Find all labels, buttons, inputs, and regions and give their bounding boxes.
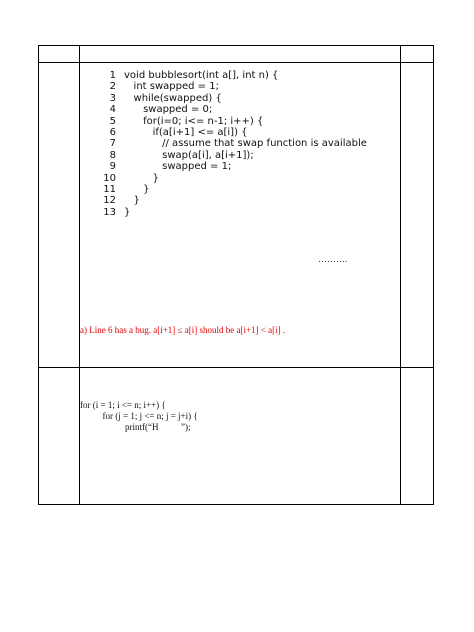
header-row-divider [39, 62, 433, 63]
line-number: 10 [103, 172, 116, 184]
code-line [98, 138, 367, 149]
loop-line: for (j = 1; j <= n; j = j+i) { [80, 411, 198, 421]
code-text: } [124, 206, 131, 218]
line-number: 4 [109, 104, 116, 116]
code-text: while(swapped) { [124, 92, 222, 104]
row-divider [39, 367, 433, 368]
line-number: 7 [109, 138, 116, 150]
bubblesort-code [98, 70, 367, 218]
line-number: 12 [103, 195, 116, 207]
line-number: 13 [103, 206, 116, 218]
code-text: void bubblesort(int a[], int n) { [124, 70, 279, 81]
line-number: 9 [109, 161, 116, 173]
code-line [98, 70, 367, 81]
answer-text: a) Line 6 has a bug. a[i+1] ≤ a[i] should be a[i+1] < a[i] . [80, 325, 286, 335]
code-line [98, 207, 367, 218]
code-text: // assume that swap function is available [124, 138, 367, 150]
loop-line: for (i = 1; i <= n; i++) { [80, 400, 166, 410]
line-number: 2 [109, 81, 116, 93]
code-line [98, 116, 367, 127]
code-text: } [124, 195, 140, 207]
line-number: 5 [109, 115, 116, 127]
loop-line: printf(“H ”); [80, 422, 191, 432]
code-line [98, 184, 367, 195]
code-line [98, 173, 367, 184]
line-number: 3 [109, 92, 116, 104]
code-text: swapped = 1; [124, 161, 232, 173]
code-text: } [124, 183, 150, 195]
line-number: 6 [109, 126, 116, 138]
code-text: swap(a[i], a[i+1]); [124, 149, 254, 161]
code-line [98, 161, 367, 172]
code-line [98, 127, 367, 138]
code-text: swapped = 0; [124, 104, 213, 116]
line-number: 8 [109, 149, 116, 161]
code-line [98, 195, 367, 206]
code-line [98, 93, 367, 104]
column-divider-left [79, 46, 80, 504]
answer-blank-dots: ………. [318, 254, 348, 264]
code-text: for(i=0; i<= n-1; i++) { [124, 115, 264, 127]
code-text: int swapped = 1; [124, 81, 219, 93]
code-line [98, 104, 367, 115]
line-number: 1 [109, 70, 116, 81]
code-text: if(a[i+1] <= a[i]) { [124, 126, 248, 138]
line-number: 11 [103, 183, 116, 195]
column-divider-right [400, 46, 401, 504]
code-line [98, 81, 367, 92]
code-text: } [124, 172, 159, 184]
loop-code [80, 400, 198, 433]
code-line [98, 150, 367, 161]
